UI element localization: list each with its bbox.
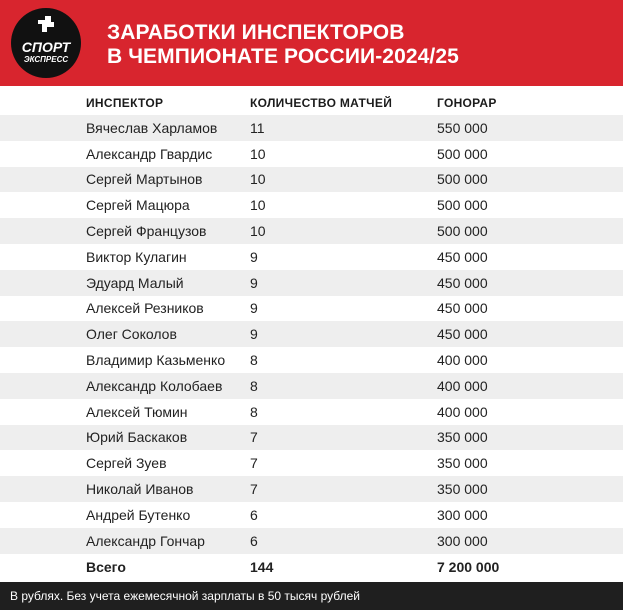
table-row — [0, 425, 623, 451]
table-row — [0, 450, 623, 476]
table-total-row — [0, 554, 623, 580]
inspector-name: Олег Соколов — [0, 321, 250, 347]
match-count: 7 — [250, 455, 258, 472]
match-count: 10 — [250, 167, 437, 193]
inspector-name: Сергей Мацюра — [86, 197, 190, 214]
inspector-name: Алексей Резников — [86, 300, 204, 317]
fee-amount: 350 000 — [437, 455, 488, 472]
inspector-name: Вячеслав Харламов — [0, 115, 250, 141]
sport-express-logo-icon — [10, 7, 82, 79]
fee-amount: 450 000 — [437, 248, 488, 265]
header-banner — [0, 0, 623, 86]
fee-amount: 500 000 — [437, 197, 488, 214]
match-count: 9 — [250, 270, 437, 296]
inspector-name: Сергей Французов — [0, 218, 250, 244]
match-count: 9 — [250, 248, 258, 265]
match-count: 9 — [250, 300, 258, 317]
match-count: 6 — [250, 528, 437, 554]
fee-amount: 400 000 — [437, 403, 488, 420]
match-count: 11 — [250, 115, 437, 141]
table-row — [0, 347, 623, 373]
match-count: 7 — [250, 425, 437, 451]
column-header-matches: КОЛИЧЕСТВО МАТЧЕЙ — [250, 95, 393, 110]
table-row — [0, 321, 623, 347]
column-header-inspector: ИНСПЕКТОР — [86, 95, 164, 110]
fee-amount: 400 000 — [437, 373, 623, 399]
fee-amount: 350 000 — [437, 476, 623, 502]
table-row — [0, 476, 623, 502]
inspector-name: Николай Иванов — [0, 476, 250, 502]
inspector-name: Виктор Кулагин — [86, 248, 187, 265]
total-matches: 144 — [250, 558, 274, 575]
column-header-fee: ГОНОРАР — [437, 95, 497, 110]
fee-amount: 350 000 — [437, 425, 623, 451]
page-title — [107, 21, 459, 69]
table-row — [0, 399, 623, 425]
inspector-name: Александр Гончар — [0, 528, 250, 554]
table-row — [0, 270, 623, 296]
table-row — [0, 373, 623, 399]
match-count: 8 — [250, 403, 258, 420]
fee-amount: 300 000 — [437, 528, 623, 554]
total-label: Всего — [86, 558, 126, 575]
match-count: 8 — [250, 373, 437, 399]
fee-amount: 400 000 — [437, 352, 488, 369]
total-fee: 7 200 000 — [437, 558, 500, 575]
match-count: 7 — [250, 476, 437, 502]
match-count: 10 — [250, 218, 437, 244]
fee-amount: 550 000 — [437, 115, 623, 141]
inspector-name: Александр Колобаев — [0, 373, 250, 399]
fee-amount: 450 000 — [437, 300, 488, 317]
table-row — [0, 528, 623, 554]
inspector-name: Александр Гвардис — [86, 145, 213, 162]
footnote: В рублях. Без учета ежемесячной зарплаты в 50 тысяч рублей — [10, 589, 360, 603]
inspector-name: Владимир Казьменко — [86, 352, 226, 369]
match-count: 10 — [250, 197, 266, 214]
inspector-name: Юрий Баскаков — [0, 425, 250, 451]
fee-amount: 500 000 — [437, 218, 623, 244]
table-row — [0, 296, 623, 322]
match-count: 6 — [250, 506, 258, 523]
table-row — [0, 218, 623, 244]
inspector-name: Эдуард Малый — [0, 270, 250, 296]
logo-text-line1: СПОРТ — [21, 39, 71, 55]
fee-amount: 500 000 — [437, 167, 623, 193]
title-line-2: В ЧЕМПИОНАТЕ РОССИИ-2024/25 — [107, 45, 459, 68]
footer-bar — [0, 582, 623, 610]
table-row — [0, 192, 623, 218]
table-row — [0, 244, 623, 270]
inspector-name: Алексей Тюмин — [86, 403, 188, 420]
table-row — [0, 141, 623, 167]
fee-amount: 450 000 — [437, 321, 623, 347]
inspectors-earnings-table — [0, 90, 623, 580]
match-count: 10 — [250, 145, 266, 162]
inspector-name: Сергей Зуев — [86, 455, 167, 472]
inspector-name: Сергей Мартынов — [0, 167, 250, 193]
inspector-name: Андрей Бутенко — [86, 506, 191, 523]
fee-amount: 450 000 — [437, 270, 623, 296]
table-row — [0, 115, 623, 141]
title-line-1: ЗАРАБОТКИ ИНСПЕКТОРОВ — [107, 21, 405, 44]
fee-amount: 300 000 — [437, 506, 488, 523]
table-header-row — [0, 90, 623, 115]
table-row — [0, 167, 623, 193]
logo-text-line2: ЭКСПРЕСС — [23, 55, 69, 64]
fee-amount: 500 000 — [437, 145, 488, 162]
table-row — [0, 502, 623, 528]
match-count: 9 — [250, 321, 437, 347]
match-count: 8 — [250, 352, 258, 369]
